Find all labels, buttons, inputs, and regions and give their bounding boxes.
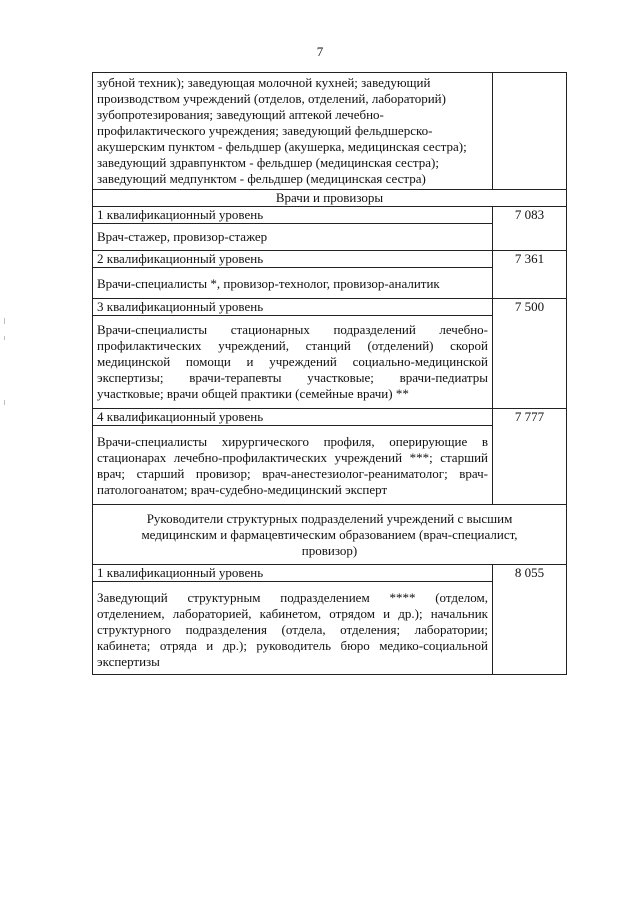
qualification-level: 1 квалификационный уровень xyxy=(93,207,493,224)
salary-table xyxy=(92,72,567,675)
section-heading-doctors: Врачи и провизоры xyxy=(93,190,567,207)
salary-amount: 7 083 xyxy=(493,207,567,251)
positions-text: Врачи-специалисты *, провизор-технолог, провизор-аналитик xyxy=(93,268,493,299)
table-row-continued xyxy=(93,73,567,190)
scan-edge-mark xyxy=(4,318,5,324)
qualification-level: 3 квалификационный уровень xyxy=(93,299,493,316)
section-heading-row xyxy=(93,190,567,207)
positions-text: Врач-стажер, провизор-стажер xyxy=(93,224,493,251)
section-heading-row xyxy=(93,505,567,565)
continued-amount-cell xyxy=(493,73,567,190)
positions-text: Врачи-специалисты стационарных подразделений лечебно-профилактических учреждений, станций (отделений) скорой медицинской помощи и учреждений социально-медицинской экспертизы; врачи-терапевты участковые; врачи-педиатры участковые; врачи общей практики (семейные врачи) ** xyxy=(93,316,493,409)
qualification-level: 2 квалификационный уровень xyxy=(93,251,493,268)
scan-edge-mark xyxy=(4,336,5,340)
positions-text: Врачи-специалисты хирургического профиля, оперирующие в стационарах лечебно-профилактических учреждений ***; старший врач; старший провизор; врач-анестезиолог-реаниматолог; врач-патологоанатом; врач-судебно-медицинский эксперт xyxy=(93,426,493,505)
salary-amount: 7 500 xyxy=(493,299,567,409)
page-number: 7 xyxy=(316,44,324,59)
section-heading-managers: Руководители структурных подразделений учреждений с высшим медицинским и фармацевтическим образованием (врач-специалист, провизор) xyxy=(93,505,567,565)
level-row xyxy=(93,299,567,316)
salary-amount: 7 777 xyxy=(493,409,567,505)
level-row xyxy=(93,565,567,582)
salary-amount: 8 055 xyxy=(493,565,567,675)
level-row xyxy=(93,409,567,426)
qualification-level: 1 квалификационный уровень xyxy=(93,565,493,582)
level-row xyxy=(93,251,567,268)
scan-edge-mark xyxy=(4,400,5,405)
level-row xyxy=(93,207,567,224)
positions-text: Заведующий структурным подразделением **** (отделом, отделением, лабораторией, кабинетом, отрядом и др.); начальник структурного подразделения (отдела, отделения; лаборатории; кабинета; отряда и др.); руководитель бюро медико-социальной экспертизы xyxy=(93,582,493,675)
qualification-level: 4 квалификационный уровень xyxy=(93,409,493,426)
salary-amount: 7 361 xyxy=(493,251,567,299)
continued-positions-text: зубной техник); заведующая молочной кухней; заведующий производством учреждений (отделов, отделений, лабораторий) зубопротезирования; заведующий аптекой лечебно-профилактического учреждения; заведующий фельдшерско-акушерским пунктом - фельдшер (акушерка, медицинская сестра); заведующий здравпунктом - фельдшер (медицинская сестра); заведующий медпунктом - фельдшер (медицинская сестра) xyxy=(93,73,493,190)
